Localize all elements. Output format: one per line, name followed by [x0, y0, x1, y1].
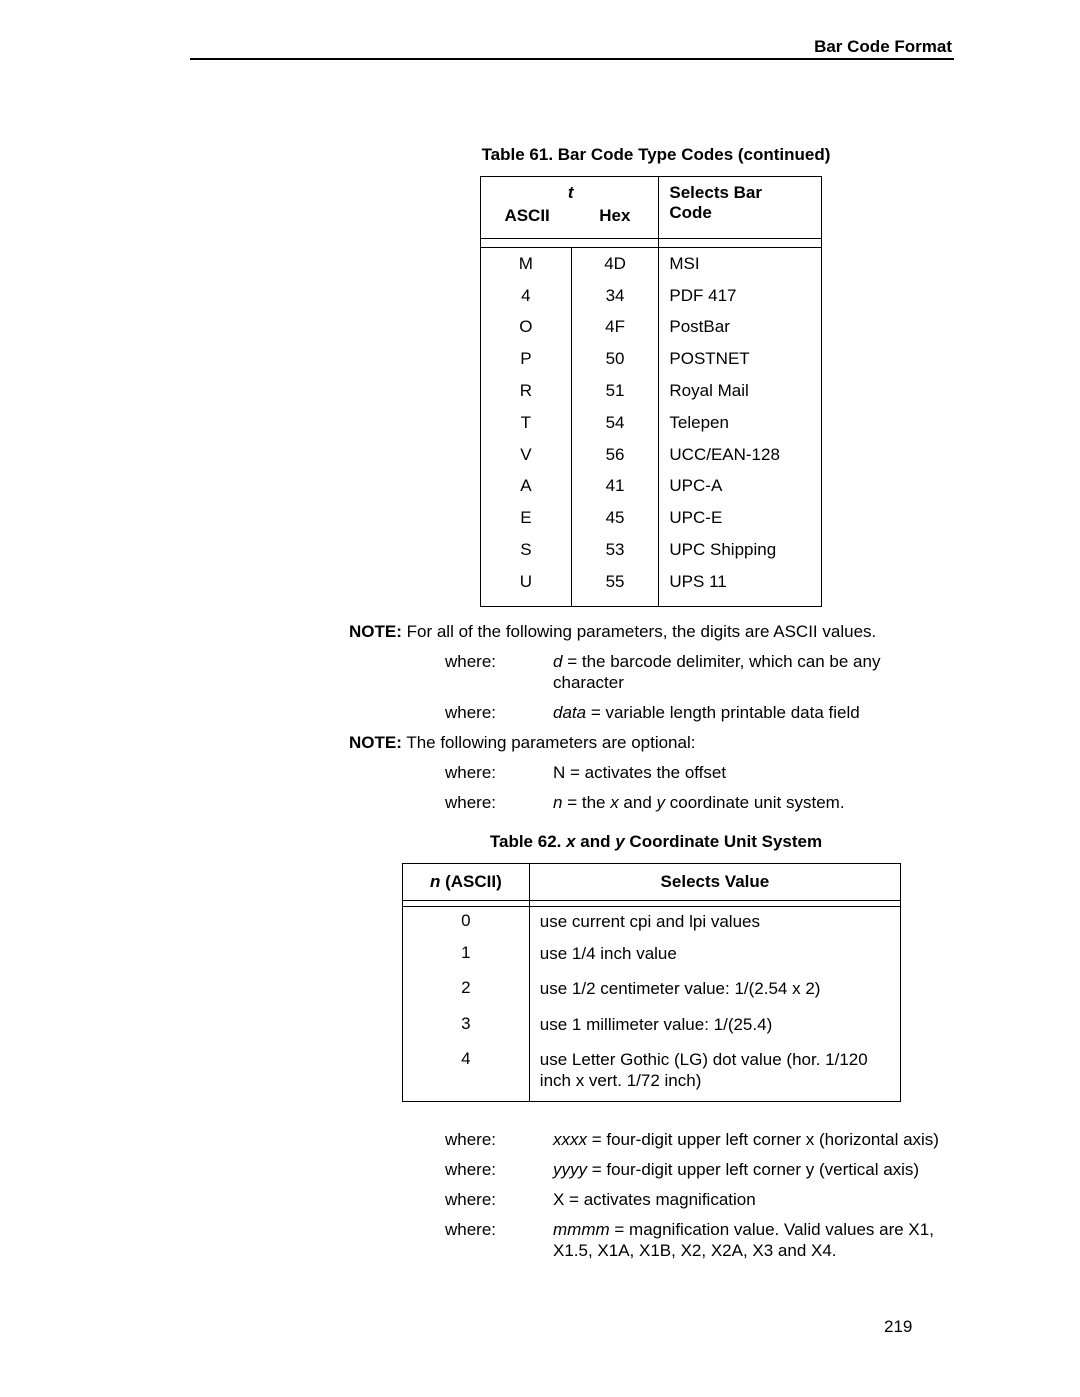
cell-ascii: T — [520, 412, 532, 432]
table-row — [481, 312, 822, 344]
where-xxxx-desc: xxxx = four-digit upper left corner x (horizontal axis) — [553, 1130, 939, 1149]
running-header-title: Bar Code Format — [814, 37, 952, 56]
cell-hex: 4D — [571, 248, 659, 280]
cell-code: UPC-E — [659, 502, 822, 534]
cell-n: 4 — [461, 1049, 471, 1068]
where-label: where: — [445, 703, 497, 722]
cell-code: UCC/EAN-128 — [659, 439, 822, 471]
header-ascii: ASCII — [504, 205, 550, 225]
table-row — [481, 280, 822, 312]
cell-code: UPS 11 — [659, 566, 822, 598]
where-label: where: — [445, 763, 497, 782]
note-ascii-values — [349, 622, 876, 642]
table-row — [481, 534, 822, 566]
table-row — [403, 938, 901, 974]
where-n-desc: n = the x and y coordinate unit system. — [553, 793, 845, 812]
cell-hex: 51 — [571, 375, 659, 407]
where-label: where: — [445, 652, 497, 671]
where-label: where: — [445, 793, 497, 812]
table62-caption: Table 62. x and y Coordinate Unit System — [489, 832, 823, 851]
where-label: where: — [445, 1130, 497, 1149]
cell-code: POSTNET — [659, 343, 822, 375]
where-label: where: — [445, 1190, 497, 1209]
header-hex: Hex — [599, 205, 631, 225]
cell-hex: 53 — [571, 534, 659, 566]
note-text: The following parameters are optional: — [406, 733, 696, 752]
where-label: where: — [445, 1160, 497, 1179]
cell-n: 3 — [461, 1013, 471, 1033]
cell-hex: 54 — [571, 407, 659, 439]
cell-value: use 1/4 inch value — [529, 938, 900, 974]
table-row — [481, 248, 822, 280]
header-selects-2: Code — [659, 203, 822, 239]
cell-n: 0 — [461, 911, 471, 930]
header-selects-1: Selects Bar — [659, 177, 822, 203]
coordinate-unit-table — [402, 863, 901, 1102]
cell-code: MSI — [659, 248, 822, 280]
table-row — [403, 973, 901, 1009]
cell-n: 2 — [461, 978, 471, 997]
where-data-desc: data = variable length printable data field — [553, 703, 860, 722]
cell-ascii: V — [520, 444, 532, 464]
header-rule — [190, 58, 954, 60]
table61-caption: Table 61. Bar Code Type Codes (continued) — [481, 145, 831, 164]
header-t: t — [567, 182, 574, 202]
cell-code: PDF 417 — [659, 280, 822, 312]
table-row — [481, 343, 822, 375]
table-row — [481, 566, 822, 598]
table-row — [481, 502, 822, 534]
table-row — [481, 407, 822, 439]
where-label: where: — [445, 1220, 497, 1239]
table-row — [403, 1044, 901, 1091]
note-optional — [349, 733, 695, 753]
cell-n: 1 — [461, 942, 471, 962]
page-number: 219 — [884, 1317, 913, 1336]
cell-value: use current cpi and lpi values — [529, 907, 900, 938]
cell-code: UPC Shipping — [659, 534, 822, 566]
cell-hex: 55 — [571, 566, 659, 598]
cell-code: UPC-A — [659, 471, 822, 503]
where-X-desc: X = activates magnification — [553, 1190, 756, 1209]
cell-ascii: A — [520, 476, 532, 496]
cell-ascii: R — [519, 381, 532, 401]
note-label: NOTE: — [349, 733, 402, 752]
cell-hex: 34 — [571, 280, 659, 312]
where-d-desc: d = the barcode delimiter, which can be any character — [553, 652, 881, 692]
header-selects-value: Selects Value — [529, 864, 900, 901]
cell-ascii: S — [520, 540, 532, 560]
cell-hex: 45 — [571, 502, 659, 534]
table-row — [403, 1009, 901, 1045]
cell-code: Royal Mail — [659, 375, 822, 407]
table-row — [403, 907, 901, 938]
cell-code: PostBar — [659, 312, 822, 344]
header-n-ascii: n (ASCII) — [430, 872, 502, 891]
cell-hex: 4F — [571, 312, 659, 344]
cell-ascii: P — [520, 349, 532, 369]
cell-ascii: M — [518, 253, 533, 273]
table-row — [481, 471, 822, 503]
table-row — [481, 375, 822, 407]
bar-code-type-table — [480, 176, 822, 607]
cell-ascii: 4 — [521, 285, 531, 305]
cell-hex: 41 — [571, 471, 659, 503]
cell-hex: 56 — [571, 439, 659, 471]
cell-hex: 50 — [571, 343, 659, 375]
cell-code: Telepen — [659, 407, 822, 439]
where-N-desc: N = activates the offset — [553, 763, 727, 782]
cell-ascii: U — [519, 571, 532, 591]
cell-value: use 1 millimeter value: 1/(25.4) — [529, 1009, 900, 1045]
table-row — [481, 439, 822, 471]
cell-ascii: O — [519, 317, 533, 337]
note-text: For all of the following parameters, the digits are ASCII values. — [406, 622, 877, 641]
cell-ascii: E — [520, 508, 532, 528]
note-label: NOTE: — [349, 622, 402, 641]
where-yyyy-desc: yyyy = four-digit upper left corner y (vertical axis) — [553, 1160, 920, 1179]
cell-value: use Letter Gothic (LG) dot value (hor. 1/120 inch x vert. 1/72 inch) — [529, 1044, 900, 1091]
where-mmmm-desc: mmmm = magnification value. Valid values are X1, X1.5, X1A, X1B, X2, X2A, X3 and X4. — [553, 1220, 934, 1260]
cell-value: use 1/2 centimeter value: 1/(2.54 x 2) — [529, 973, 900, 1009]
